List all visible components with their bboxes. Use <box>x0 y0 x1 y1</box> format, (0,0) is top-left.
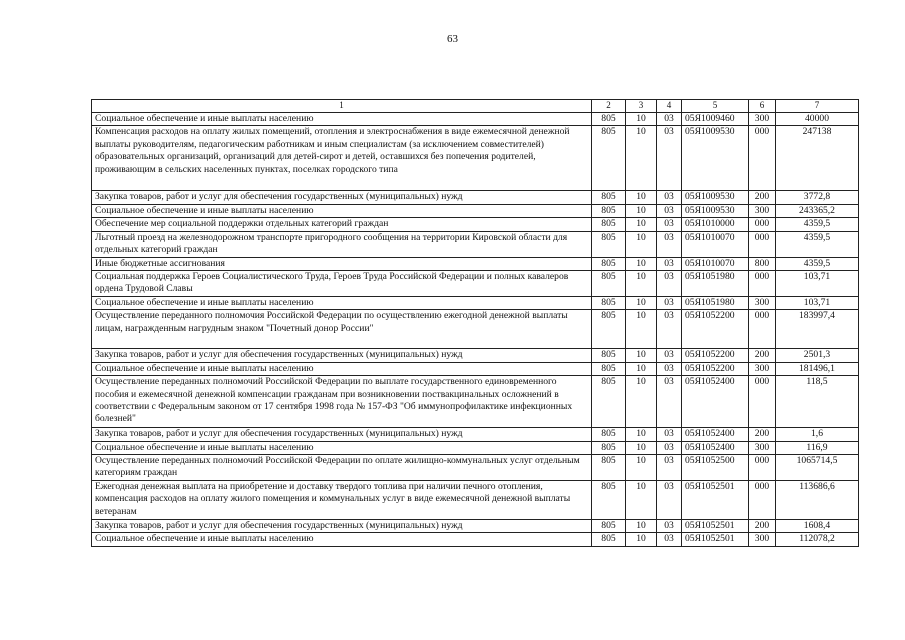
cell-target-article: 05Я1052200 <box>682 362 749 375</box>
cell-expense-type: 200 <box>749 428 776 441</box>
table-row <box>92 349 859 362</box>
table-row <box>92 257 859 270</box>
cell-item-name: Закупка товаров, работ и услуг для обеспечения государственных (муниципальных) нужд <box>92 349 592 362</box>
cell-section-code: 10 <box>626 533 657 546</box>
cell-target-article: 05Я1052500 <box>682 455 749 481</box>
table-header-row <box>92 100 859 113</box>
cell-target-article: 05Я1009530 <box>682 191 749 204</box>
cell-section-code: 10 <box>626 257 657 270</box>
cell-amount: 243365,2 <box>776 204 859 217</box>
cell-expense-type: 300 <box>749 204 776 217</box>
cell-expense-type: 300 <box>749 297 776 310</box>
cell-admin-code: 805 <box>592 231 626 257</box>
cell-subsection-code: 03 <box>657 533 682 546</box>
cell-target-article: 05Я1009460 <box>682 113 749 126</box>
table-row <box>92 191 859 204</box>
cell-item-name: Социальное обеспечение и иные выплаты населению <box>92 362 592 375</box>
cell-target-article: 05Я1052200 <box>682 310 749 349</box>
cell-section-code: 10 <box>626 271 657 297</box>
cell-subsection-code: 03 <box>657 113 682 126</box>
cell-section-code: 10 <box>626 113 657 126</box>
cell-section-code: 10 <box>626 126 657 191</box>
cell-subsection-code: 03 <box>657 455 682 481</box>
cell-target-article: 05Я1052501 <box>682 533 749 546</box>
table-row <box>92 113 859 126</box>
cell-subsection-code: 03 <box>657 231 682 257</box>
cell-amount: 4359,5 <box>776 257 859 270</box>
cell-item-name: Закупка товаров, работ и услуг для обеспечения государственных (муниципальных) нужд <box>92 191 592 204</box>
cell-item-name: Осуществление переданного полномочия Российской Федерации по осуществлению ежегодной денежной выплаты лицам, награжденным нагрудным знаком "Почетный донор России" <box>92 310 592 349</box>
cell-amount: 1,6 <box>776 428 859 441</box>
cell-item-name: Осуществление переданных полномочий Российской Федерации по оплате жилищно-коммунальных услуг отдельным категориям граждан <box>92 455 592 481</box>
cell-subsection-code: 03 <box>657 257 682 270</box>
budget-table <box>91 99 859 547</box>
table-row <box>92 271 859 297</box>
cell-section-code: 10 <box>626 310 657 349</box>
cell-admin-code: 805 <box>592 204 626 217</box>
cell-admin-code: 805 <box>592 441 626 454</box>
cell-admin-code: 805 <box>592 297 626 310</box>
table-row <box>92 520 859 533</box>
page-number: 63 <box>447 33 458 45</box>
cell-expense-type: 300 <box>749 113 776 126</box>
cell-section-code: 10 <box>626 481 657 520</box>
cell-admin-code: 805 <box>592 113 626 126</box>
cell-admin-code: 805 <box>592 257 626 270</box>
cell-section-code: 10 <box>626 349 657 362</box>
cell-expense-type: 200 <box>749 349 776 362</box>
cell-admin-code: 805 <box>592 218 626 231</box>
cell-item-name: Социальное обеспечение и иные выплаты населению <box>92 204 592 217</box>
cell-admin-code: 805 <box>592 310 626 349</box>
cell-expense-type: 000 <box>749 126 776 191</box>
cell-item-name: Закупка товаров, работ и услуг для обеспечения государственных (муниципальных) нужд <box>92 428 592 441</box>
cell-amount: 103,71 <box>776 297 859 310</box>
cell-target-article: 05Я1051980 <box>682 297 749 310</box>
cell-item-name: Компенсация расходов на оплату жилых помещений, отопления и электроснабжения в виде ежемесячной денежной выплаты руководителям, педагогическим работникам и иным специалистам (за исключением совместителей) образовательных организаций, организаций для детей-сирот и детей, оставшихся без попечения родителей, проживающим в сельских населенных пунктах, поселках городского типа <box>92 126 592 191</box>
cell-section-code: 10 <box>626 204 657 217</box>
cell-section-code: 10 <box>626 218 657 231</box>
cell-admin-code: 805 <box>592 349 626 362</box>
cell-expense-type: 200 <box>749 520 776 533</box>
cell-section-code: 10 <box>626 428 657 441</box>
cell-expense-type: 800 <box>749 257 776 270</box>
cell-amount: 4359,5 <box>776 218 859 231</box>
cell-section-code: 10 <box>626 231 657 257</box>
header-col-5: 5 <box>682 100 749 113</box>
cell-item-name: Ежегодная денежная выплата на приобретение и доставку твердого топлива при наличии печного отопления, компенсация расходов на оплату жилого помещения и коммунальных услуг в виде ежемесячной денежной выплаты ветеранам <box>92 481 592 520</box>
cell-amount: 2501,3 <box>776 349 859 362</box>
cell-admin-code: 805 <box>592 376 626 428</box>
table-row <box>92 126 859 191</box>
cell-target-article: 05Я1052200 <box>682 349 749 362</box>
cell-target-article: 05Я1051980 <box>682 271 749 297</box>
cell-amount: 181496,1 <box>776 362 859 375</box>
cell-amount: 247138 <box>776 126 859 191</box>
cell-expense-type: 000 <box>749 218 776 231</box>
table-row <box>92 376 859 428</box>
cell-admin-code: 805 <box>592 481 626 520</box>
cell-subsection-code: 03 <box>657 218 682 231</box>
table-row <box>92 455 859 481</box>
header-col-3: 3 <box>626 100 657 113</box>
header-col-2: 2 <box>592 100 626 113</box>
cell-item-name: Льготный проезд на железнодорожном транспорте пригородного сообщения на территории Кировской области для отдельных категорий граждан <box>92 231 592 257</box>
cell-target-article: 05Я1052400 <box>682 376 749 428</box>
cell-expense-type: 000 <box>749 455 776 481</box>
table-row <box>92 231 859 257</box>
cell-subsection-code: 03 <box>657 520 682 533</box>
cell-subsection-code: 03 <box>657 349 682 362</box>
cell-item-name: Социальное обеспечение и иные выплаты населению <box>92 533 592 546</box>
cell-subsection-code: 03 <box>657 441 682 454</box>
cell-item-name: Иные бюджетные ассигнования <box>92 257 592 270</box>
cell-subsection-code: 03 <box>657 126 682 191</box>
table-header <box>92 100 859 113</box>
cell-admin-code: 805 <box>592 520 626 533</box>
cell-amount: 1065714,5 <box>776 455 859 481</box>
cell-expense-type: 000 <box>749 231 776 257</box>
cell-subsection-code: 03 <box>657 481 682 520</box>
cell-section-code: 10 <box>626 520 657 533</box>
table-row <box>92 533 859 546</box>
header-col-4: 4 <box>657 100 682 113</box>
cell-subsection-code: 03 <box>657 297 682 310</box>
cell-expense-type: 000 <box>749 481 776 520</box>
cell-admin-code: 805 <box>592 191 626 204</box>
cell-target-article: 05Я1009530 <box>682 126 749 191</box>
cell-expense-type: 000 <box>749 376 776 428</box>
table-row <box>92 441 859 454</box>
cell-section-code: 10 <box>626 455 657 481</box>
header-col-6: 6 <box>749 100 776 113</box>
cell-amount: 1608,4 <box>776 520 859 533</box>
cell-item-name: Закупка товаров, работ и услуг для обеспечения государственных (муниципальных) нужд <box>92 520 592 533</box>
cell-amount: 116,9 <box>776 441 859 454</box>
cell-section-code: 10 <box>626 376 657 428</box>
cell-subsection-code: 03 <box>657 310 682 349</box>
header-col-7: 7 <box>776 100 859 113</box>
cell-target-article: 05Я1052400 <box>682 428 749 441</box>
cell-expense-type: 000 <box>749 271 776 297</box>
cell-item-name: Социальная поддержка Героев Социалистического Труда, Героев Труда Российской Федерации и полных кавалеров ордена Трудовой Славы <box>92 271 592 297</box>
cell-amount: 112078,2 <box>776 533 859 546</box>
cell-admin-code: 805 <box>592 362 626 375</box>
cell-expense-type: 300 <box>749 362 776 375</box>
cell-subsection-code: 03 <box>657 204 682 217</box>
cell-admin-code: 805 <box>592 126 626 191</box>
cell-amount: 4359,5 <box>776 231 859 257</box>
cell-amount: 113686,6 <box>776 481 859 520</box>
cell-admin-code: 805 <box>592 455 626 481</box>
cell-target-article: 05Я1010070 <box>682 231 749 257</box>
table-row <box>92 218 859 231</box>
cell-subsection-code: 03 <box>657 191 682 204</box>
cell-section-code: 10 <box>626 362 657 375</box>
cell-amount: 103,71 <box>776 271 859 297</box>
cell-item-name: Осуществление переданных полномочий Российской Федерации по выплате государственного единовременного пособия и ежемесячной денежной компенсации гражданам при возникновении поствакцинальных осложнений в соответствии с Федеральным законом от 17 сентября 1998 года № 157-ФЗ "Об иммунопрофилактике инфекционных болезней" <box>92 376 592 428</box>
cell-amount: 40000 <box>776 113 859 126</box>
cell-amount: 183997,4 <box>776 310 859 349</box>
cell-item-name: Социальное обеспечение и иные выплаты населению <box>92 297 592 310</box>
cell-admin-code: 805 <box>592 271 626 297</box>
cell-admin-code: 805 <box>592 533 626 546</box>
cell-subsection-code: 03 <box>657 362 682 375</box>
cell-expense-type: 200 <box>749 191 776 204</box>
table-row <box>92 481 859 520</box>
cell-target-article: 05Я1052501 <box>682 481 749 520</box>
cell-target-article: 05Я1052400 <box>682 441 749 454</box>
cell-target-article: 05Я1010070 <box>682 257 749 270</box>
table-row <box>92 428 859 441</box>
cell-expense-type: 300 <box>749 441 776 454</box>
table-body <box>92 113 859 547</box>
cell-subsection-code: 03 <box>657 271 682 297</box>
table-row <box>92 310 859 349</box>
cell-expense-type: 000 <box>749 310 776 349</box>
header-col-1: 1 <box>92 100 592 113</box>
table-row <box>92 204 859 217</box>
cell-target-article: 05Я1009530 <box>682 204 749 217</box>
cell-section-code: 10 <box>626 191 657 204</box>
cell-item-name: Обеспечение мер социальной поддержки отдельных категорий граждан <box>92 218 592 231</box>
cell-subsection-code: 03 <box>657 428 682 441</box>
cell-section-code: 10 <box>626 297 657 310</box>
cell-target-article: 05Я1052501 <box>682 520 749 533</box>
cell-amount: 3772,8 <box>776 191 859 204</box>
cell-item-name: Социальное обеспечение и иные выплаты населению <box>92 441 592 454</box>
cell-expense-type: 300 <box>749 533 776 546</box>
cell-item-name: Социальное обеспечение и иные выплаты населению <box>92 113 592 126</box>
cell-admin-code: 805 <box>592 428 626 441</box>
cell-subsection-code: 03 <box>657 376 682 428</box>
cell-amount: 118,5 <box>776 376 859 428</box>
table-row <box>92 362 859 375</box>
table-row <box>92 297 859 310</box>
cell-target-article: 05Я1010000 <box>682 218 749 231</box>
cell-section-code: 10 <box>626 441 657 454</box>
